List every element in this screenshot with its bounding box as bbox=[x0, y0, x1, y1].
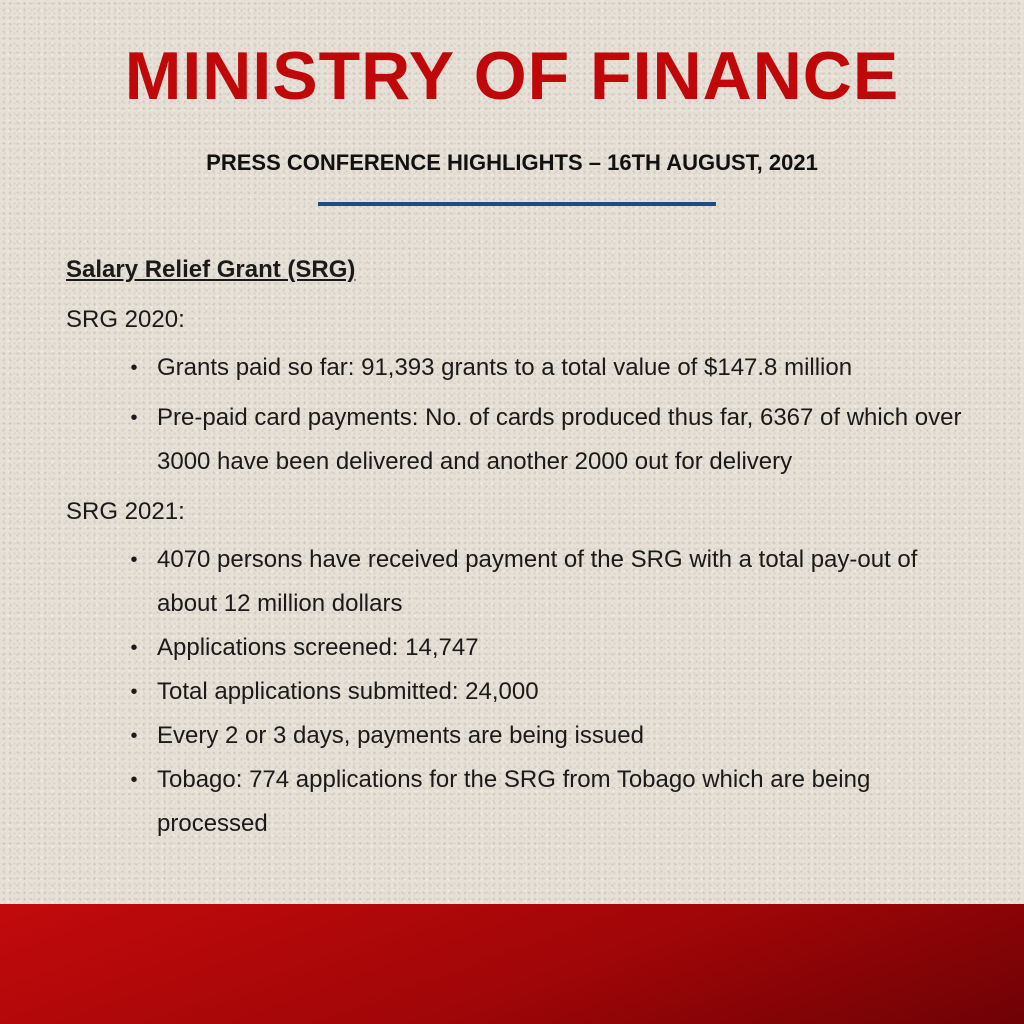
list-item bbox=[128, 714, 966, 758]
list-item-text: Total applications submitted: 24,000 bbox=[157, 678, 539, 705]
list-item-text: Every 2 or 3 days, payments are being issued bbox=[157, 722, 644, 749]
section-heading: Salary Relief Grant (SRG) bbox=[66, 256, 356, 283]
list-item bbox=[128, 346, 966, 390]
content-body bbox=[66, 248, 966, 850]
list-item-text: 4070 persons have received payment of the SRG with a total pay-out of about 12 million dollars bbox=[157, 546, 918, 617]
bullet-icon: • bbox=[130, 407, 138, 429]
bullet-icon: • bbox=[130, 357, 138, 379]
list-item bbox=[128, 538, 966, 626]
bullet-icon: • bbox=[130, 681, 138, 703]
list-item bbox=[128, 670, 966, 714]
bullet-icon: • bbox=[130, 769, 138, 791]
page-title: MINISTRY OF FINANCE bbox=[124, 38, 900, 114]
list-item-text: Tobago: 774 applications for the SRG from Tobago which are being processed bbox=[157, 766, 871, 837]
list-item-text: Grants paid so far: 91,393 grants to a total value of $147.8 million bbox=[157, 354, 853, 381]
bullet-icon: • bbox=[130, 637, 138, 659]
bullet-icon: • bbox=[130, 725, 138, 747]
bullet-icon: • bbox=[130, 549, 138, 571]
srg-2020-label: SRG 2020: bbox=[66, 306, 185, 333]
title-divider bbox=[318, 202, 716, 206]
srg-2020-list bbox=[66, 346, 966, 484]
footer-band bbox=[0, 904, 1024, 1024]
list-item-text: Pre-paid card payments: No. of cards produced thus far, 6367 of which over 3000 have been delivered and another 2000 out for delivery bbox=[157, 404, 962, 475]
page-subtitle: PRESS CONFERENCE HIGHLIGHTS – 16TH AUGUST, 2021 bbox=[206, 150, 818, 175]
list-item-text: Applications screened: 14,747 bbox=[157, 634, 479, 661]
list-item bbox=[128, 396, 966, 484]
list-item bbox=[128, 758, 966, 846]
srg-2021-list bbox=[66, 538, 966, 846]
list-item bbox=[128, 626, 966, 670]
srg-2021-label: SRG 2021: bbox=[66, 498, 185, 525]
